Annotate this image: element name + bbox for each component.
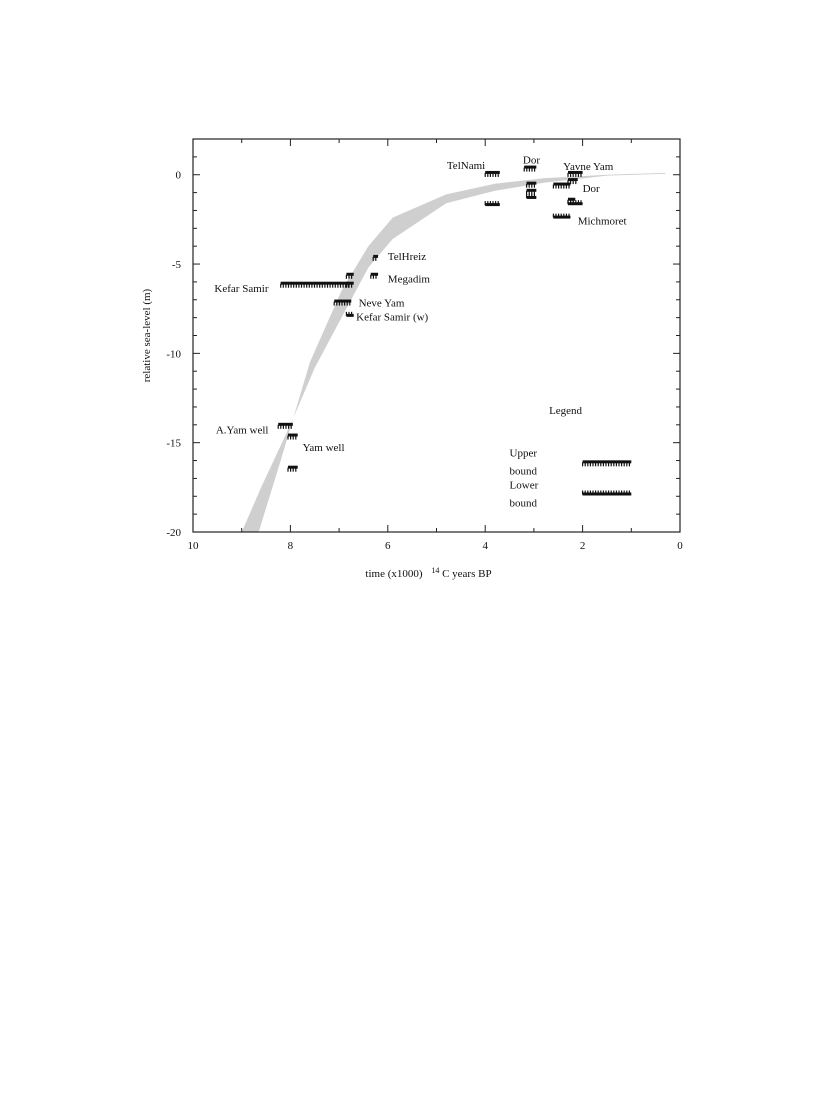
- bound-marker-upper: [527, 189, 537, 195]
- site-label: Yam well: [302, 442, 345, 455]
- x-axis-title-rest: C years BP: [442, 568, 492, 580]
- site-label: Megadim: [387, 273, 430, 286]
- site-label: TelNami: [446, 159, 486, 172]
- plot-frame: [193, 139, 680, 532]
- site-label: Dor: [582, 183, 600, 196]
- site-label: Kefar Samir: [214, 283, 269, 296]
- y-tick-label: -10: [166, 348, 181, 361]
- legend: [510, 405, 632, 509]
- bound-marker-lower: [553, 214, 570, 219]
- y-tick-label: -20: [166, 527, 181, 539]
- bound-marker-lower: [346, 312, 353, 317]
- legend-item-label-line2: bound: [509, 465, 538, 478]
- x-axis-title: [365, 564, 491, 580]
- legend-item-label-line1: Lower: [509, 479, 539, 492]
- y-tick-label: 0: [175, 169, 181, 182]
- bound-marker-upper: [371, 273, 378, 279]
- x-tick-label: 0: [677, 540, 683, 552]
- x-tick-label: 8: [287, 540, 294, 552]
- site-label: Neve Yam: [358, 297, 405, 310]
- site-label: A.Yam well: [215, 424, 269, 437]
- site-label: TelHreiz: [387, 251, 427, 264]
- legend-sample-lower: [583, 490, 632, 495]
- bound-marker-lower: [485, 201, 500, 206]
- bound-marker-upper: [281, 282, 349, 288]
- x-tick-label: 4: [482, 540, 488, 552]
- site-label: Yavne Yam: [563, 160, 614, 173]
- x-axis-title-superscript: 14: [431, 566, 440, 575]
- y-axis-title: relative sea-level (m): [141, 288, 153, 383]
- x-axis-title-main: time (x1000): [365, 568, 423, 580]
- x-tick-label: 6: [385, 540, 391, 552]
- site-label: Michmoret: [577, 215, 627, 228]
- bound-marker-upper: [288, 434, 298, 440]
- x-tick-label: 10: [187, 540, 199, 552]
- bound-marker-upper: [278, 423, 293, 429]
- bound-marker-upper: [485, 171, 500, 177]
- bound-marker-lower: [527, 194, 537, 199]
- legend-item-label-line2: bound: [509, 497, 538, 510]
- axis-ticks: [166, 139, 683, 552]
- legend-title: Legend: [549, 405, 583, 418]
- y-tick-label: -5: [171, 259, 181, 272]
- legend-sample-upper: [583, 460, 632, 466]
- x-tick-label: 2: [579, 540, 586, 552]
- bound-marker-lower: [568, 200, 583, 205]
- bound-marker-upper: [527, 182, 537, 188]
- legend-item-label-line1: Upper: [509, 447, 538, 460]
- bound-marker-upper: [288, 466, 298, 472]
- site-label: Kefar Samir (w): [356, 311, 429, 324]
- site-label: Dor: [522, 154, 541, 167]
- y-tick-label: -15: [166, 437, 181, 450]
